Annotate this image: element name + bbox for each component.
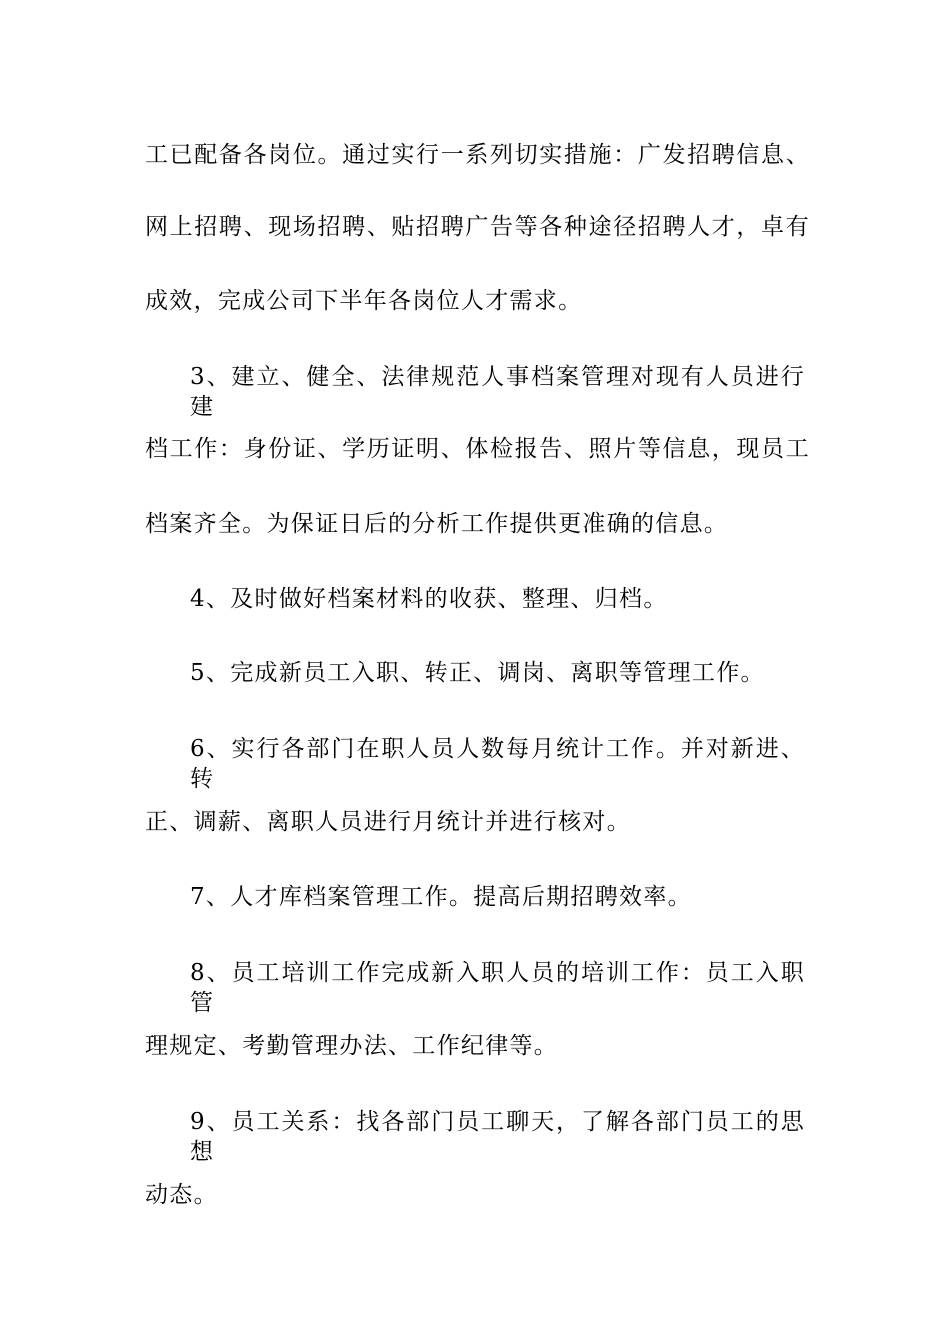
item-9-line-1: 9、员工关系：找各部门员工聊天，了解各部门员工的思想 <box>190 1109 805 1165</box>
item-8-line-1: 8、员工培训工作完成新入职人员的培训工作：员工入职管 <box>190 960 805 1016</box>
item-3-line-3: 档案齐全。为保证日后的分析工作提供更准确的信息。 <box>145 511 729 537</box>
item-3-line-2: 档工作：身份证、学历证明、体检报告、照片等信息，现员工 <box>145 436 810 462</box>
text-line-1: 工已配备各岗位。通过实行一系列切实措施：广发招聘信息、 <box>145 142 810 168</box>
item-6-line-1: 6、实行各部门在职人员人数每月统计工作。并对新进、转 <box>190 736 805 792</box>
text-line-2: 网上招聘、现场招聘、贴招聘广告等各种途径招聘人才，卓有 <box>145 214 810 240</box>
item-8-line-2: 理规定、考勤管理办法、工作纪律等。 <box>145 1033 559 1059</box>
text-line-3: 成效，完成公司下半年各岗位人才需求。 <box>145 288 583 314</box>
item-3-line-1: 3、建立、健全、法律规范人事档案管理对现有人员进行建 <box>190 364 805 420</box>
item-9-line-2: 动态。 <box>145 1182 218 1208</box>
item-6-line-2: 正、调薪、离职人员进行月统计并进行核对。 <box>145 809 631 835</box>
item-5: 5、完成新员工入职、转正、调岗、离职等管理工作。 <box>190 660 765 686</box>
item-7: 7、人才库档案管理工作。提高后期招聘效率。 <box>190 884 692 910</box>
item-4: 4、及时做好档案材料的收获、整理、归档。 <box>190 586 668 612</box>
